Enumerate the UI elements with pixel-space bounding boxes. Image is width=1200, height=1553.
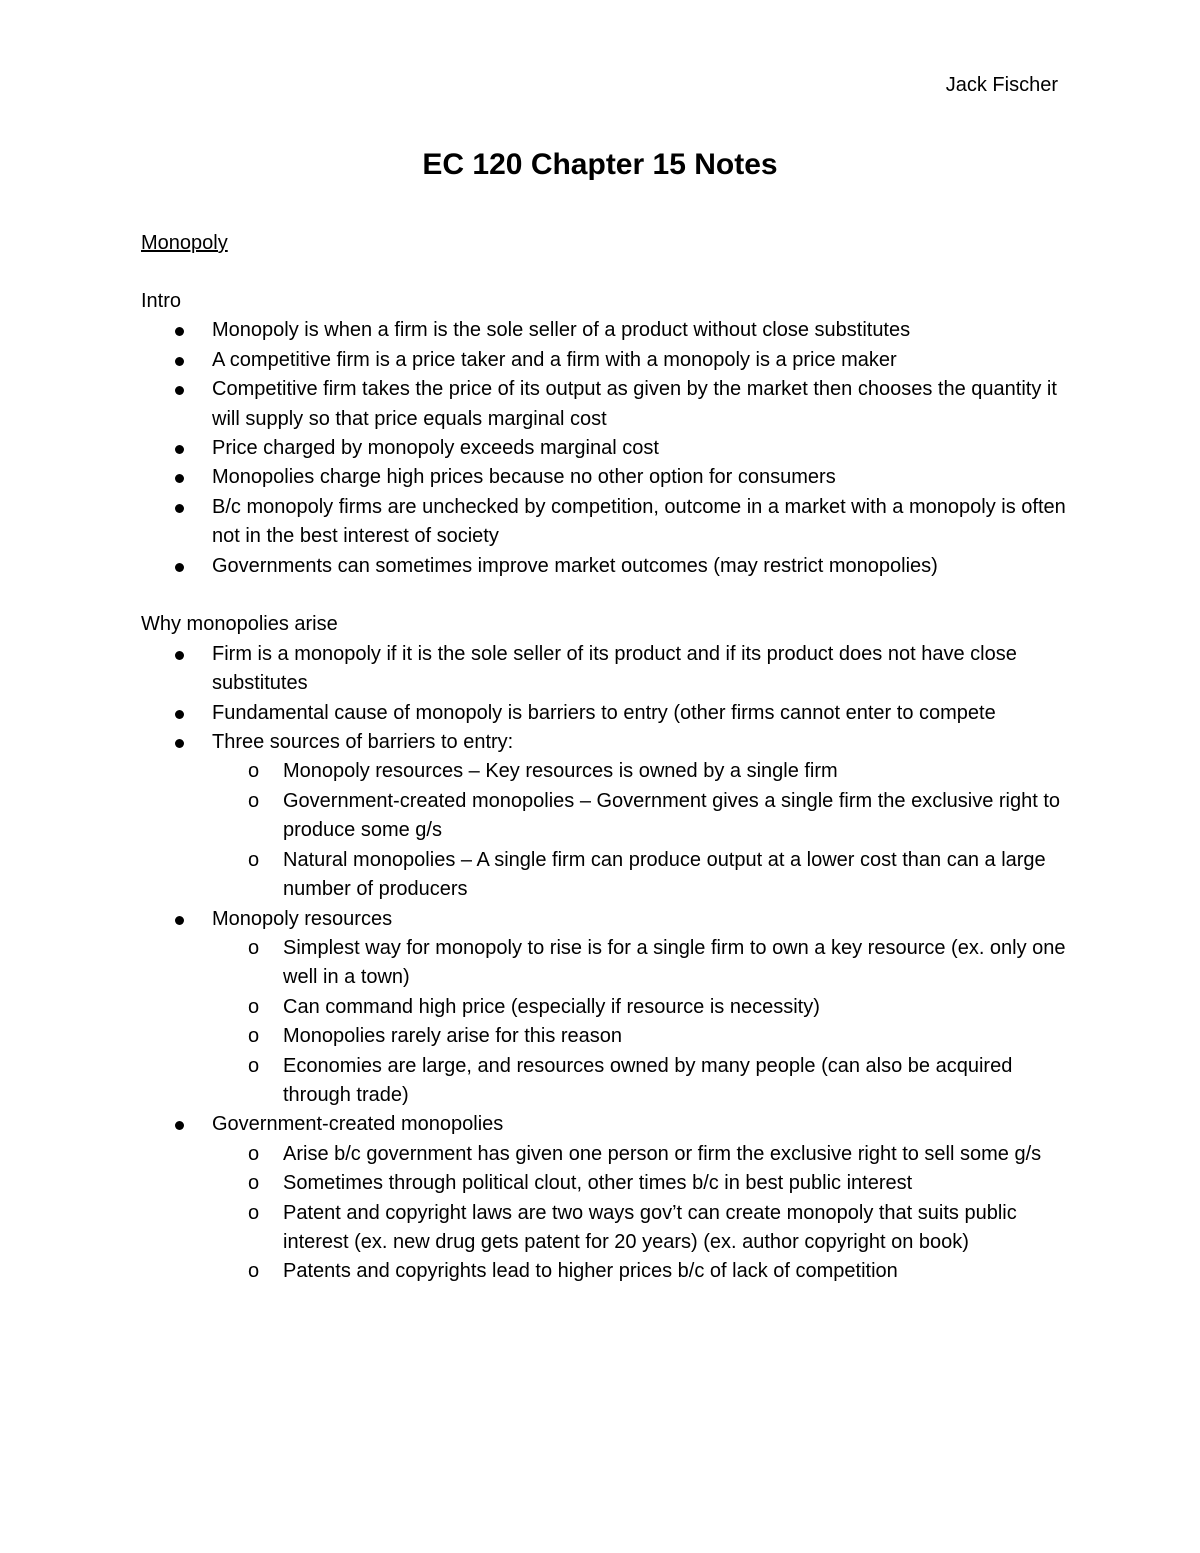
bullet-list (141, 640, 1071, 1287)
sub-list-item (212, 757, 1071, 786)
list-item-text: Fundamental cause of monopoly is barriers to entry (other firms cannot enter to compete (212, 701, 996, 724)
circle-bullet-icon: o (248, 995, 260, 1018)
bullet-icon (175, 710, 184, 719)
list-item-text: Three sources of barriers to entry: (212, 731, 514, 754)
section-heading: Monopoly (141, 232, 228, 254)
sub-list-item (212, 1199, 1071, 1258)
list-item (141, 699, 1071, 728)
circle-bullet-icon: o (248, 1201, 260, 1224)
notes-content (141, 287, 1071, 1287)
bullet-icon (175, 357, 184, 366)
list-item (141, 728, 1071, 904)
circle-bullet-icon: o (248, 1054, 260, 1077)
list-item (141, 640, 1071, 699)
bullet-icon (175, 504, 184, 513)
list-item-text: Monopoly resources (212, 907, 393, 930)
sub-list-item (212, 1169, 1071, 1198)
list-item-text: Monopoly is when a firm is the sole seller of a product without close substitutes (212, 319, 911, 342)
circle-bullet-icon: o (248, 1025, 260, 1048)
sub-list-item (212, 1140, 1071, 1169)
circle-bullet-icon: o (248, 1172, 260, 1195)
circle-bullet-icon: o (248, 848, 260, 871)
sub-list-item-text: Simplest way for monopoly to rise is for a single firm to own a key resource (ex. only one well in a town) (283, 936, 1066, 989)
sub-list-item-text: Patent and copyright laws are two ways gov’t can create monopoly that suits public interest (ex. new drug gets patent for 20 years) (ex. author copyright on book) (283, 1201, 1017, 1253)
sub-list-item (212, 846, 1071, 905)
circle-bullet-icon: o (248, 760, 260, 783)
sub-list-item-text: Economies are large, and resources owned by many people (can also be acquired through trade) (283, 1054, 1013, 1106)
circle-bullet-icon: o (248, 1142, 260, 1165)
list-item-text: Competitive firm takes the price of its output as given by the market then chooses the quantity it will supply so that price equals marginal cost (212, 378, 1057, 430)
sub-list-item-text: Patents and copyrights lead to higher prices b/c of lack of competition (283, 1260, 898, 1283)
list-item (141, 463, 1071, 492)
circle-bullet-icon: o (248, 789, 260, 812)
list-item-text: Monopolies charge high prices because no other option for consumers (212, 466, 836, 489)
sub-list-item-text: Government-created monopolies – Government gives a single firm the exclusive right to produce some g/s (283, 789, 1061, 842)
list-item (141, 552, 1071, 581)
bullet-icon (175, 1121, 184, 1130)
bullet-icon (175, 474, 184, 483)
list-item-text: Governments can sometimes improve market outcomes (may restrict monopolies) (212, 554, 938, 577)
list-item-text: Government-created monopolies (212, 1113, 504, 1136)
bullet-list (141, 316, 1071, 581)
bullet-icon (175, 445, 184, 454)
circle-bullet-icon: o (248, 1260, 260, 1283)
sub-list-item-text: Natural monopolies – A single firm can produce output at a lower cost than can a large number of producers (283, 848, 1046, 901)
sub-list-item (212, 787, 1071, 846)
sub-list-item (212, 1022, 1071, 1051)
list-item (141, 1110, 1071, 1286)
bullet-icon (175, 386, 184, 395)
sub-list-item (212, 993, 1071, 1022)
list-item (141, 316, 1071, 345)
list-item-text: B/c monopoly firms are unchecked by competition, outcome in a market with a monopoly is often not in the best interest of society (212, 495, 1066, 548)
sub-list-item (212, 1257, 1071, 1286)
list-item-text: Firm is a monopoly if it is the sole seller of its product and if its product does not have close substitutes (212, 642, 1017, 695)
bullet-icon (175, 739, 184, 748)
list-item-text: A competitive firm is a price taker and a firm with a monopoly is a price maker (212, 348, 897, 371)
sub-list-item-text: Monopoly resources – Key resources is owned by a single firm (283, 760, 838, 783)
list-item (141, 905, 1071, 1111)
list-item-text: Price charged by monopoly exceeds marginal cost (212, 437, 659, 460)
bullet-icon (175, 916, 184, 925)
sub-list-item-text: Arise b/c government has given one person or firm the exclusive right to sell some g/s (283, 1142, 1042, 1165)
bullet-icon (175, 327, 184, 336)
page-title: EC 120 Chapter 15 Notes (422, 148, 778, 181)
list-item (141, 346, 1071, 375)
author-name: Jack Fischer (945, 74, 1058, 96)
group-heading: Why monopolies arise (141, 613, 338, 636)
sub-list-item (212, 1052, 1071, 1111)
list-item (141, 493, 1071, 552)
sub-bullet-list (212, 1140, 1071, 1287)
sub-bullet-list (212, 934, 1071, 1110)
list-item (141, 375, 1071, 434)
bullet-icon (175, 651, 184, 660)
sub-list-item-text: Can command high price (especially if resource is necessity) (283, 995, 820, 1018)
bullet-icon (175, 563, 184, 572)
group-heading: Intro (141, 290, 182, 312)
sub-list-item (212, 934, 1071, 993)
sub-list-item-text: Monopolies rarely arise for this reason (283, 1025, 623, 1048)
circle-bullet-icon: o (248, 936, 260, 959)
list-item (141, 434, 1071, 463)
sub-list-item-text: Sometimes through political clout, other times b/c in best public interest (283, 1172, 913, 1195)
sub-bullet-list (212, 757, 1071, 904)
